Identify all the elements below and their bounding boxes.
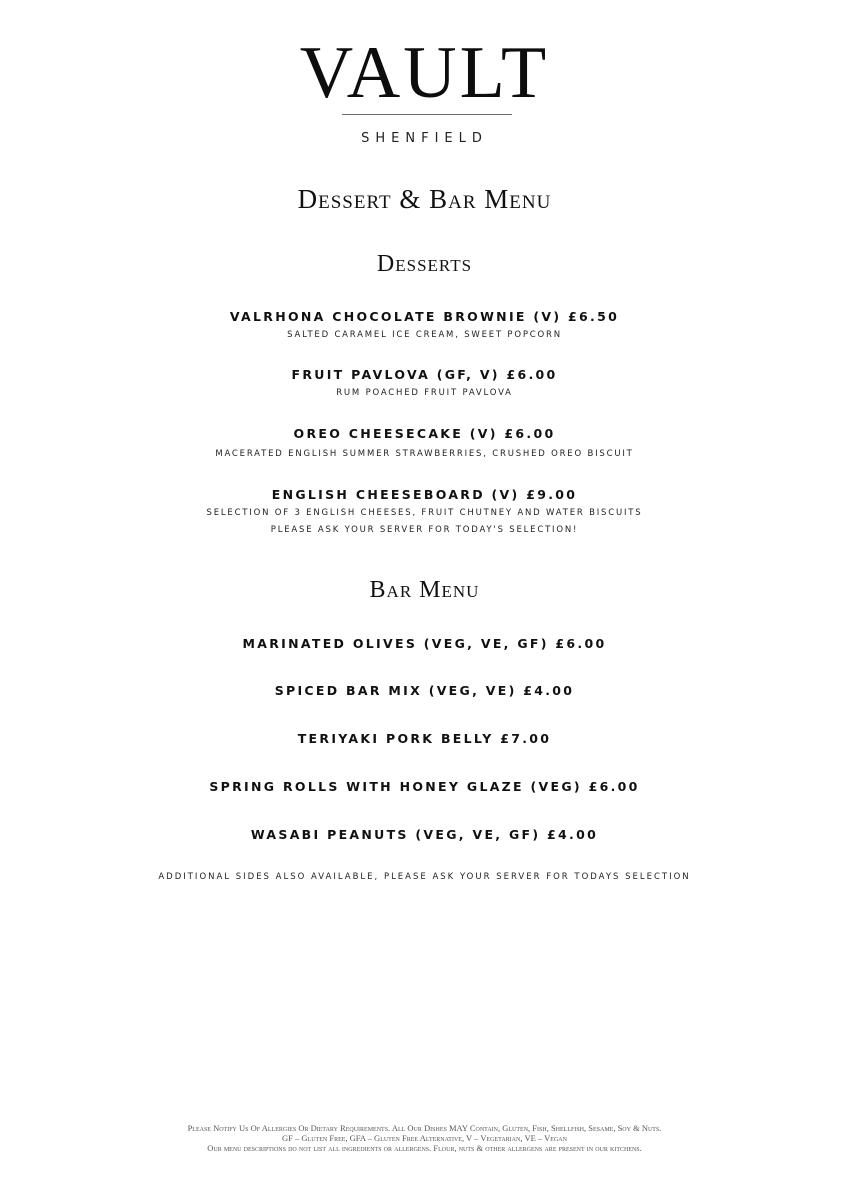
allergen-notice-line: Please Notify Us Of Allergies Or Dietary Requirements. All Our Dishes MAY Contain, Gluten, Fish, Shellfish, Sesame, Soy & Nuts. xyxy=(187,1123,662,1133)
logo-divider xyxy=(342,114,512,115)
menu-item-description: PLEASE ASK YOUR SERVER FOR TODAY'S SELECTION! xyxy=(270,525,579,535)
bar-menu-note: ADDITIONAL SIDES ALSO AVAILABLE, PLEASE ASK YOUR SERVER FOR TODAYS SELECTION xyxy=(158,872,691,882)
menu-item-name: SPICED BAR MIX (VEG, VE) £4.00 xyxy=(274,683,575,698)
section-title-desserts: Desserts xyxy=(376,251,473,277)
menu-item-name: TERIYAKI PORK BELLY £7.00 xyxy=(297,731,552,746)
menu-item-name: OREO CHEESECAKE (V) £6.00 xyxy=(293,426,556,441)
menu-item-name: SPRING ROLLS WITH HONEY GLAZE (VEG) £6.00 xyxy=(209,779,640,794)
menu-item-description: SALTED CARAMEL ICE CREAM, SWEET POPCORN xyxy=(287,330,562,340)
allergen-footnote xyxy=(0,1123,849,1153)
logo: VAULT xyxy=(299,32,550,114)
location-subtitle: SHENFIELD xyxy=(361,131,488,146)
menu-item-name: VALRHONA CHOCOLATE BROWNIE (V) £6.50 xyxy=(229,309,620,324)
page-title: Dessert & Bar Menu xyxy=(297,184,552,214)
menu-item-description: SELECTION OF 3 ENGLISH CHEESES, FRUIT CHUTNEY AND WATER BISCUITS xyxy=(206,508,643,518)
menu-item-name: WASABI PEANUTS (VEG, VE, GF) £4.00 xyxy=(250,827,599,842)
menu-item-name: MARINATED OLIVES (VEG, VE, GF) £6.00 xyxy=(242,636,607,651)
ingredients-disclaimer-line: Our menu descriptions do not list all ingredients or allergens. Flour, nuts & other allergens are present in our kitchens. xyxy=(207,1143,642,1153)
menu-item-name: ENGLISH CHEESEBOARD (V) £9.00 xyxy=(271,487,578,502)
section-title-bar-menu: Bar Menu xyxy=(369,577,480,603)
menu-item-description: RUM POACHED FRUIT PAVLOVA xyxy=(336,388,513,398)
menu-item-name: FRUIT PAVLOVA (GF, V) £6.00 xyxy=(291,367,558,382)
dietary-key-line: GF – Gluten Free, GFA – Gluten Free Alternative, V – Vegetarian, VE – Vegan xyxy=(282,1133,567,1143)
menu-item-description: MACERATED ENGLISH SUMMER STRAWBERRIES, CRUSHED OREO BISCUIT xyxy=(215,449,634,459)
